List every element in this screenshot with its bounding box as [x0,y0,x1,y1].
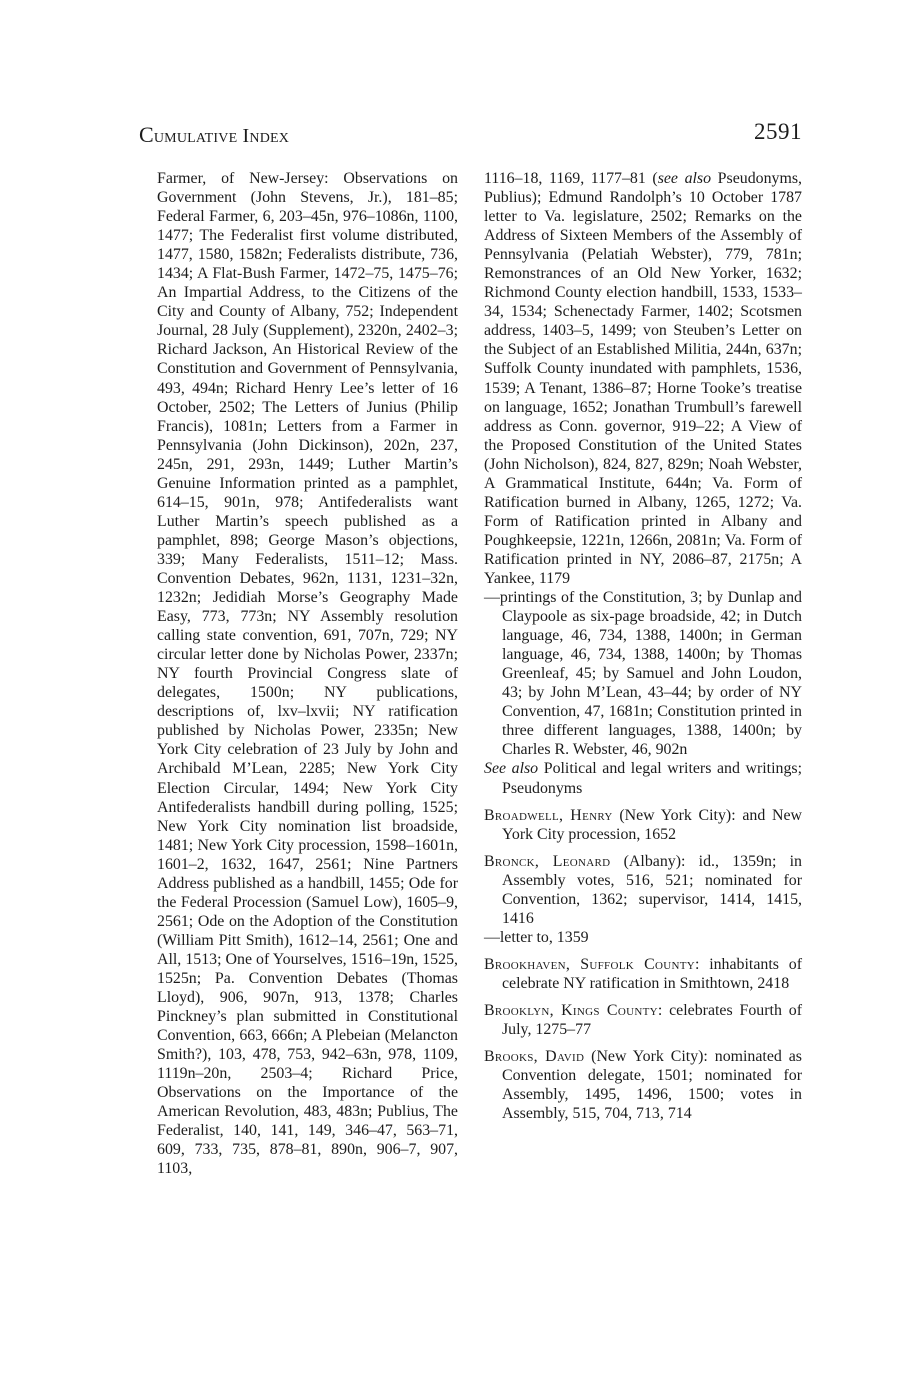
see-also-reference [484,759,802,797]
entry-text: : celebrates Fourth of July, 1275–77 [502,1001,803,1039]
see-also-inline: see also [657,170,712,187]
continuation-text-start: 1116–18, 1169, 1177–81 ( [484,170,658,187]
index-entry-continuation: Farmer, of New-Jersey: Observations on Government (John Stevens, Jr.), 181–85; Federal Farmer, 6, 203–45n, 976–1086n, 1100, 1477; The Federalist first volume distributed, 1477, 1580, 1582n; Federalists distribute, 736, 1434; A Flat-Bush Farmer, 1472–75, 1475–76; An Impartial Address, to the Citizens of the City and County of Albany, 752; Independent Journal, 28 July (Supplement), 2320n, 2402–3; Richard Jackson, An Historical Review of the Constitution and Government of Pennsylvania, 493, 494n; Richard Henry Lee’s letter of 16 October, 2502; The Letters of Junius (Philip Francis), 1081n; Letters from a Farmer in Pennsylvania (John Dickinson), 202n, 237, 245n, 291, 293n, 1449; Luther Martin’s Genuine Information printed as a pamphlet, 614–15, 901n, 978; Antifederalists want Luther Martin’s speech published as a pamphlet, 898; George Mason’s objections, 339; Many Federalists, 1511–12; Mass. Convention Debates, 962n, 1131, 1231–32n, 1232n; Jedidiah Morse’s Geography Made Easy, 773, 773n; NY Assembly resolution calling state convention, 691, 707n, 729; NY circular letter done by Nicholas Power, 2337n; NY fourth Provincial Congress slate of delegates, 1500n; NY publications, descriptions of, lxv–lxvii; NY ratification published by Nicholas Power, 2335n; New York City celebration of 23 July by John and Archibald M’Lean, 2285; New York City Election Circular, 1494; New York City Antifederalists handbill during polling, 1525; New York City nomination list broadside, 1481; New York City procession, 1598–1601n, 1601–2, 1632, 1647, 2561; Nine Partners Address published as a handbill, 1455; Ode for the Federal Procession (Samuel Low), 1605–9, 2561; Ode on the Adoption of the Constitution (William Pitt Smith), 1612–14, 2561; One and All, 1513; One of Yourselves, 1516–19n, 1525, 1525n; Pa. Convention Debates (Thomas Lloyd), 906, 907n, 913, 1378; Charles Pinckney’s plan submitted in Constitutional Convention, 663, 666n; A Plebeian (Melancton Smith?), 103, 478, 753, 942–63n, 978, 1109, 1119n–20n, 2503–4; Richard Price, Observations on the Importance of the American Revolution, 483, 483n; Publius, The Federalist, 140, 141, 149, 346–47, 563–71, 609, 733, 735, 878–81, 890n, 906–7, 907, 1103, [157,170,458,1178]
page-number: 2591 [754,119,802,144]
index-entry [484,1001,802,1039]
index-entry [484,955,802,993]
right-column [484,169,802,1123]
entry-heading: Bronck, Leonard [484,852,611,870]
entry-heading: Broadwell, Henry [484,806,613,824]
running-title-rest: umulative Index [153,125,290,147]
entry-heading: Brookhaven, Suffolk County [484,955,695,973]
see-also-text: Political and legal writers and writings; Pseudonyms [502,760,803,797]
entry-text: : inhabitants of celebrate NY ratification in Smithtown, 2418 [502,955,802,992]
continuation-text-end: Pseudonyms, Publius); Edmund Randolph’s 10 October 1787 letter to Va. legislature, 2502; Remarks on the Address of Sixteen Members of the Assembly of Pennsylvania (Pelatiah Webster), 779, 781n; Remonstrances of an Old New Yorker, 1632; Richmond County election handbill, 1533, 1533–34, 1534; Schenectady Farmer, 1402; Scotsmen address, 1403–5, 1499; von Steuben’s Letter on the Subject of an Established Militia, 244n, 637n; Suffolk County inundated with pamphlets, 1536, 1539; A Tenant, 1386–87; Horne Tooke’s treatise on language, 1652; Jonathan Trumbull’s farewell address as Conn. governor, 919–22; A View of the Proposed Constitution of the United States (John Nicholson), 824, 827, 829n; Noah Webster, A Grammatical Institute, 644n; Va. Form of Ratification burned in Albany, 1265, 1272; Va. Form of Ratification printed in Albany and Poughkeepsie, 1221n, 1266n, 2081n; Va. Form of Ratification printed in NY, 2086–87, 2175n; A Yankee, 1179 [484,170,802,587]
entry-heading: Brooks, David [484,1048,585,1066]
entry-heading: Brooklyn, Kings County [484,1001,658,1019]
index-subentry: —letter to, 1359 [484,928,589,946]
running-title-initial: C [139,122,154,147]
running-title [139,122,289,148]
entry-text: (Albany): id., 1359n; in Assembly votes, 516, 521; nominated for Convention, 1362; supervisor, 1414, 1415, 1416 [502,852,802,927]
see-also-label: See also [484,760,539,778]
index-entry [484,852,802,928]
index-entry [484,1047,802,1123]
left-column [157,169,458,1178]
entry-text: (New York City): and New York City procession, 1652 [502,806,802,843]
index-subentry-printings: —printings of the Constitution, 3; by Dunlap and Claypoole as six-page broadside, 42; in Dutch language, 46, 734, 1388, 1400n; in German language, 46, 734, 1388, 1400n; by Thomas Greenleaf, 45; by Samuel and John Loudon, 43; by John M’Lean, 43–44; by order of NY Convention, 47, 1681n; Constitution printed in three different languages, 1388, 1400n; by Charles R. Webster, 46, 902n [484,589,802,759]
index-entry [484,806,802,844]
entry-text: (New York City): nominated as Convention delegate, 1501; nominated for Assembly, 1495, 1496, 1500; votes in Assembly, 515, 704, 713, 714 [502,1048,802,1123]
running-header [139,116,802,156]
index-entry-continuation [484,169,802,588]
